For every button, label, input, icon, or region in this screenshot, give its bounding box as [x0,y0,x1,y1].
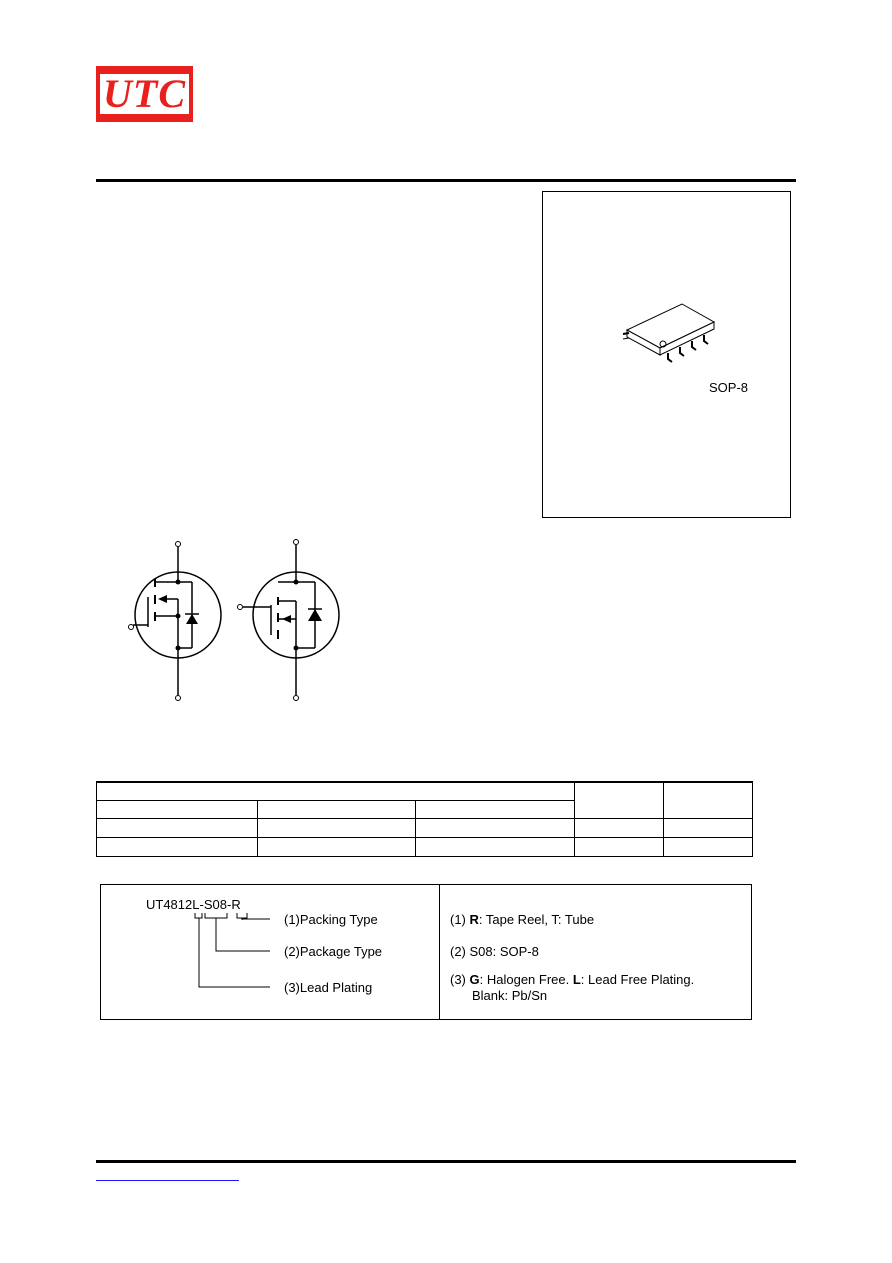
table-row [97,819,753,838]
n-channel-symbol [129,542,222,701]
package-label: SOP-8 [709,380,749,395]
sop8-package-drawing [620,300,720,370]
callout-lines [190,900,290,995]
label-packing-type: (1)Packing Type [284,912,378,927]
logo-text: UTC [103,71,186,116]
footer-link[interactable] [96,1170,239,1181]
table-header-cell [97,782,575,801]
label-package-type: (2)Package Type [284,944,383,959]
desc-lead-plating-line2: Blank: Pb/Sn [472,988,548,1003]
logo-inner [100,71,189,116]
label-lead-plating: (3)Lead Plating [284,980,373,995]
footer-rule [96,1160,796,1163]
desc-packing-type: (1) R: Tape Reel, T: Tube [450,912,595,927]
table-header-cell [575,782,664,819]
table-row [97,838,753,857]
desc-lead-plating: (3) G: Halogen Free. L: Lead Free Plating. [450,972,695,987]
header-rule [96,179,796,182]
part-number: UT4812L-S08-R [146,897,241,912]
table-subheader-cell [97,801,258,819]
desc-package-type: (2) S08: SOP-8 [450,944,539,959]
table-subheader-cell [257,801,415,819]
table-header-cell [664,782,753,819]
p-channel-symbol [238,540,340,701]
ordering-info-table [96,781,753,857]
ordering-divider [439,884,440,1020]
utc-logo [96,66,193,122]
table-subheader-cell [415,801,575,819]
mosfet-symbols [125,535,355,705]
